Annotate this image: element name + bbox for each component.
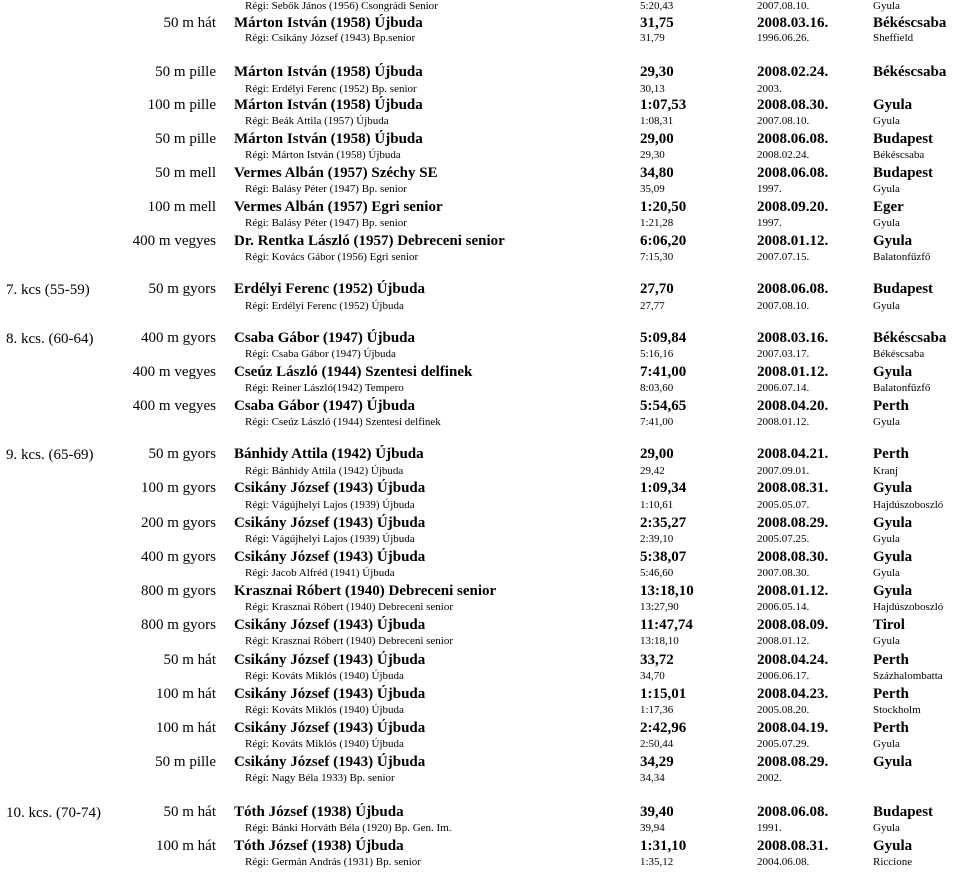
previous-time: 31,79: [640, 32, 665, 44]
previous-holder: Régi: Kováts Miklós (1940) Újbuda: [245, 738, 404, 750]
record-date: 2008.06.08.: [757, 131, 829, 147]
previous-holder: Régi: Bánki Horváth Béla (1920) Bp. Gen. Im.: [245, 822, 452, 834]
previous-date: 2005.05.07.: [757, 499, 810, 511]
event-name: 100 m hát: [156, 720, 216, 736]
record-time: 1:07,53: [640, 97, 687, 113]
record-date: 2008.08.30.: [757, 549, 829, 565]
previous-place: Gyula: [873, 183, 900, 195]
previous-time: 13:27,90: [640, 601, 679, 613]
previous-date: 1991.: [757, 822, 782, 834]
event-name: 400 m gyors: [141, 549, 216, 565]
previous-place: Sheffield: [873, 32, 914, 44]
record-date: 2008.03.16.: [757, 15, 829, 31]
previous-holder: Régi: Jacob Alfréd (1941) Újbuda: [245, 567, 395, 579]
record-time: 33,72: [640, 652, 674, 668]
event-name: 50 m gyors: [148, 281, 216, 297]
event-name: 400 m vegyes: [132, 364, 216, 380]
record-place: Gyula: [873, 754, 913, 770]
event-name: 100 m pille: [147, 97, 216, 113]
previous-date: 2007.08.10.: [757, 300, 810, 312]
record-date: 2008.04.23.: [757, 686, 829, 702]
previous-place: Balatonfűzfő: [873, 382, 931, 394]
previous-place: Kranj: [873, 465, 899, 477]
previous-holder: Régi: Csikány József (1943) Bp.senior: [245, 32, 416, 44]
event-name: 800 m gyors: [141, 583, 216, 599]
record-place: Gyula: [873, 838, 913, 854]
record-time: 5:54,65: [640, 398, 687, 414]
previous-place: Gyula: [873, 416, 900, 428]
record-holder: Márton István (1958) Újbuda: [234, 64, 423, 80]
record-date: 2008.03.16.: [757, 330, 829, 346]
previous-time: 29,30: [640, 149, 665, 161]
event-name: 400 m vegyes: [132, 233, 216, 249]
record-time: 1:31,10: [640, 838, 687, 854]
record-holder: Tóth József (1938) Újbuda: [234, 804, 404, 820]
record-date: 2008.01.12.: [757, 583, 829, 599]
previous-place: Balatonfűzfő: [873, 251, 931, 263]
record-holder: Márton István (1958) Újbuda: [234, 97, 423, 113]
previous-date: 2007.08.10.: [757, 115, 810, 127]
previous-date: 2005.07.29.: [757, 738, 810, 750]
record-place: Perth: [873, 686, 909, 702]
previous-date: 2007.07.15.: [757, 251, 810, 263]
previous-place: Gyula: [873, 217, 900, 229]
event-name: 50 m pille: [155, 64, 216, 80]
record-date: 2008.08.31.: [757, 838, 829, 854]
event-name: 100 m mell: [147, 199, 216, 215]
previous-date: 2007.08.30.: [757, 567, 810, 579]
age-category: 7. kcs (55-59): [6, 282, 90, 298]
previous-date: 2006.06.17.: [757, 670, 810, 682]
previous-time: 34,34: [640, 772, 665, 784]
previous-date: 2007.08.10.: [757, 0, 810, 12]
age-category: 8. kcs. (60-64): [6, 331, 94, 347]
record-place: Gyula: [873, 364, 913, 380]
previous-holder: Régi: Beák Attila (1957) Újbuda: [245, 115, 389, 127]
previous-time: 7:41,00: [640, 416, 674, 428]
record-time: 1:20,50: [640, 199, 687, 215]
record-place: Perth: [873, 652, 909, 668]
previous-holder: Régi: Vágújhelyi Lajos (1939) Újbuda: [245, 533, 415, 545]
record-place: Budapest: [873, 165, 934, 181]
previous-time: 1:10,61: [640, 499, 674, 511]
record-time: 13:18,10: [640, 583, 694, 599]
previous-time: 1:35,12: [640, 856, 674, 868]
previous-date: 2004.06.08.: [757, 856, 810, 868]
record-date: 2008.09.20.: [757, 199, 829, 215]
record-time: 39,40: [640, 804, 674, 820]
record-place: Perth: [873, 446, 909, 462]
record-place: Budapest: [873, 804, 934, 820]
record-holder: Bánhidy Attila (1942) Újbuda: [234, 446, 424, 462]
record-holder: Márton István (1958) Újbuda: [234, 131, 423, 147]
event-name: 50 m mell: [155, 165, 216, 181]
record-date: 2008.08.29.: [757, 754, 829, 770]
record-holder: Csikány József (1943) Újbuda: [234, 754, 426, 770]
record-date: 2008.01.12.: [757, 364, 829, 380]
record-holder: Krasznai Róbert (1940) Debreceni senior: [234, 583, 497, 599]
record-place: Perth: [873, 398, 909, 414]
record-time: 29,00: [640, 446, 674, 462]
record-place: Gyula: [873, 97, 913, 113]
previous-time: 1:08,31: [640, 115, 674, 127]
previous-time: 39,94: [640, 822, 665, 834]
event-name: 100 m gyors: [141, 480, 216, 496]
previous-place: Gyula: [873, 533, 900, 545]
record-date: 2008.01.12.: [757, 233, 829, 249]
record-place: Gyula: [873, 233, 913, 249]
record-time: 5:09,84: [640, 330, 687, 346]
record-holder: Tóth József (1938) Újbuda: [234, 838, 404, 854]
record-place: Gyula: [873, 480, 913, 496]
previous-time: 7:15,30: [640, 251, 674, 263]
record-holder: Csikány József (1943) Újbuda: [234, 515, 426, 531]
record-place: Békéscsaba: [873, 15, 947, 31]
previous-time: 29,42: [640, 465, 665, 477]
previous-holder: Régi: Krasznai Róbert (1940) Debreceni senior: [245, 601, 454, 613]
previous-place: Gyula: [873, 635, 900, 647]
previous-time: 2:50,44: [640, 738, 674, 750]
record-date: 2008.08.31.: [757, 480, 829, 496]
event-name: 800 m gyors: [141, 617, 216, 633]
record-place: Békéscsaba: [873, 330, 947, 346]
previous-date: 2007.03.17.: [757, 348, 810, 360]
previous-date: 2006.07.14.: [757, 382, 810, 394]
record-date: 2008.06.08.: [757, 281, 829, 297]
record-date: 2008.06.08.: [757, 804, 829, 820]
record-holder: Csikány József (1943) Újbuda: [234, 617, 426, 633]
previous-place: Hajdúszoboszló: [873, 601, 944, 613]
previous-time: 1:17,36: [640, 704, 674, 716]
record-time: 27,70: [640, 281, 674, 297]
previous-date: 2008.01.12.: [757, 416, 810, 428]
previous-holder: Régi: Nagy Béla 1933) Bp. senior: [245, 772, 395, 784]
record-time: 34,80: [640, 165, 674, 181]
record-time: 1:09,34: [640, 480, 687, 496]
previous-place: Gyula: [873, 115, 900, 127]
previous-holder: Régi: Erdélyi Ferenc (1952) Bp. senior: [245, 83, 417, 95]
record-time: 29,00: [640, 131, 674, 147]
previous-date: 2008.01.12.: [757, 635, 810, 647]
previous-holder: Régi: Márton István (1958) Újbuda: [245, 149, 401, 161]
previous-time: 8:03,60: [640, 382, 674, 394]
event-name: 50 m hát: [163, 652, 216, 668]
previous-time: 34,70: [640, 670, 665, 682]
previous-time: 27,77: [640, 300, 665, 312]
previous-holder: Régi: Erdélyi Ferenc (1952) Újbuda: [245, 300, 404, 312]
record-holder: Csikány József (1943) Újbuda: [234, 720, 426, 736]
previous-holder: Régi: Cseúz László (1944) Szentesi delfinek: [245, 416, 441, 428]
record-place: Eger: [873, 199, 904, 215]
previous-place: Gyula: [873, 822, 900, 834]
record-date: 2008.08.29.: [757, 515, 829, 531]
record-holder: Csikány József (1943) Újbuda: [234, 686, 426, 702]
record-holder: Csaba Gábor (1947) Újbuda: [234, 398, 416, 414]
record-time: 29,30: [640, 64, 674, 80]
record-time: 5:38,07: [640, 549, 687, 565]
record-holder: Erdélyi Ferenc (1952) Újbuda: [234, 281, 425, 297]
previous-date: 2008.02.24.: [757, 149, 810, 161]
record-holder: Márton István (1958) Újbuda: [234, 15, 423, 31]
record-holder: Csikány József (1943) Újbuda: [234, 652, 426, 668]
record-place: Gyula: [873, 515, 913, 531]
event-name: 100 m hát: [156, 686, 216, 702]
previous-holder: Régi: Bánhidy Attila (1942) Újbuda: [245, 465, 404, 477]
previous-holder: Régi: Kovács Gábor (1956) Egri senior: [245, 251, 419, 263]
record-holder: Csaba Gábor (1947) Újbuda: [234, 330, 416, 346]
previous-holder: Régi: Reiner László(1942) Tempero: [245, 382, 404, 394]
event-name: 100 m hát: [156, 838, 216, 854]
previous-place: Békéscsaba: [873, 348, 925, 360]
previous-time: 13:18,10: [640, 635, 679, 647]
previous-holder: Régi: Csaba Gábor (1947) Újbuda: [245, 348, 396, 360]
record-date: 2008.06.08.: [757, 165, 829, 181]
event-name: 400 m vegyes: [132, 398, 216, 414]
record-holder: Vermes Albán (1957) Egri senior: [234, 199, 443, 215]
record-time: 31,75: [640, 15, 674, 31]
previous-holder: Régi: Vágújhelyi Lajos (1939) Újbuda: [245, 499, 415, 511]
record-date: 2008.02.24.: [757, 64, 829, 80]
record-holder: Csikány József (1943) Újbuda: [234, 549, 426, 565]
age-category: 9. kcs. (65-69): [6, 447, 94, 463]
previous-holder: Régi: Germán András (1931) Bp. senior: [245, 856, 421, 868]
previous-place: Riccione: [873, 856, 913, 868]
record-place: Békéscsaba: [873, 64, 947, 80]
record-holder: Csikány József (1943) Újbuda: [234, 480, 426, 496]
previous-time: 5:16,16: [640, 348, 674, 360]
previous-time: 30,13: [640, 83, 665, 95]
record-place: Budapest: [873, 281, 934, 297]
previous-date: 2007.09.01.: [757, 465, 810, 477]
record-date: 2008.04.21.: [757, 446, 829, 462]
previous-place: Gyula: [873, 738, 900, 750]
record-date: 2008.04.20.: [757, 398, 829, 414]
previous-time: 35,09: [640, 183, 665, 195]
event-name: 50 m gyors: [148, 446, 216, 462]
record-holder: Dr. Rentka László (1957) Debreceni senior: [234, 233, 505, 249]
previous-holder: Régi: Kováts Miklós (1940) Újbuda: [245, 670, 404, 682]
previous-holder: Régi: Balásy Péter (1947) Bp. senior: [245, 183, 407, 195]
previous-holder: Régi: Krasznai Róbert (1940) Debreceni senior: [245, 635, 454, 647]
previous-holder: Régi: Balásy Péter (1947) Bp. senior: [245, 217, 407, 229]
record-place: Budapest: [873, 131, 934, 147]
previous-date: 1997.: [757, 183, 782, 195]
record-time: 1:15,01: [640, 686, 687, 702]
event-name: 50 m pille: [155, 131, 216, 147]
previous-date: 2005.07.25.: [757, 533, 810, 545]
previous-date: 1996.06.26.: [757, 32, 810, 44]
previous-date: 2005.08.20.: [757, 704, 810, 716]
previous-place: Gyula: [873, 300, 900, 312]
previous-place: Gyula: [873, 0, 900, 12]
record-time: 7:41,00: [640, 364, 687, 380]
record-date: 2008.08.30.: [757, 97, 829, 113]
previous-date: 2003.: [757, 83, 782, 95]
record-place: Gyula: [873, 583, 913, 599]
event-name: 400 m gyors: [141, 330, 216, 346]
event-name: 50 m hát: [163, 15, 216, 31]
previous-place: Hajdúszoboszló: [873, 499, 944, 511]
previous-date: 2006.05.14.: [757, 601, 810, 613]
previous-time: 2:39,10: [640, 533, 674, 545]
previous-place: Százhalombatta: [873, 670, 943, 682]
record-date: 2008.04.19.: [757, 720, 829, 736]
record-place: Gyula: [873, 549, 913, 565]
previous-time: 5:20,43: [640, 0, 674, 12]
record-time: 11:47,74: [640, 617, 693, 633]
previous-holder: Régi: Sebők János (1956) Csongrádi Senior: [245, 0, 438, 12]
previous-holder: Régi: Kováts Miklós (1940) Újbuda: [245, 704, 404, 716]
previous-place: Békéscsaba: [873, 149, 925, 161]
previous-time: 5:46,60: [640, 567, 674, 579]
record-time: 34,29: [640, 754, 674, 770]
record-holder: Vermes Albán (1957) Széchy SE: [234, 165, 438, 181]
previous-place: Gyula: [873, 567, 900, 579]
previous-date: 2002.: [757, 772, 782, 784]
record-place: Tirol: [873, 617, 905, 633]
previous-date: 1997.: [757, 217, 782, 229]
event-name: 50 m pille: [155, 754, 216, 770]
record-time: 2:42,96: [640, 720, 687, 736]
record-place: Perth: [873, 720, 909, 736]
previous-time: 1:21,28: [640, 217, 674, 229]
previous-place: Stockholm: [873, 704, 921, 716]
event-name: 50 m hát: [163, 804, 216, 820]
record-holder: Cseúz László (1944) Szentesi delfinek: [234, 364, 473, 380]
record-time: 2:35,27: [640, 515, 687, 531]
record-date: 2008.08.09.: [757, 617, 829, 633]
record-time: 6:06,20: [640, 233, 687, 249]
record-date: 2008.04.24.: [757, 652, 829, 668]
event-name: 200 m gyors: [141, 515, 216, 531]
age-category: 10. kcs. (70-74): [6, 805, 101, 821]
